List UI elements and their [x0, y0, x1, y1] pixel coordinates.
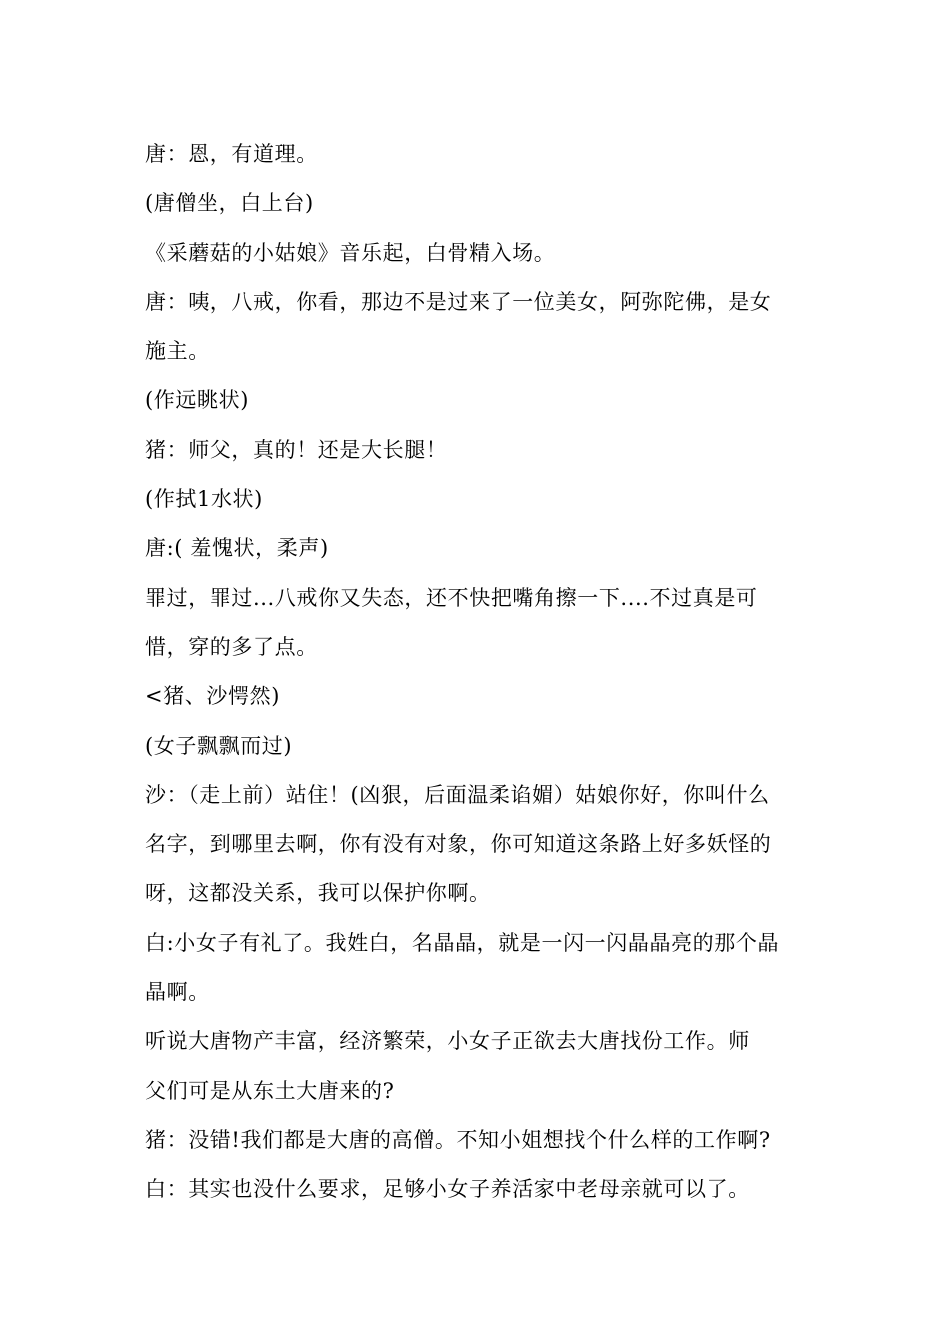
text-line: 听说大唐物产丰富，经济繁荣，小女子正欲去大唐找份工作。师 [145, 1029, 750, 1054]
text-line: 惜，穿的多了点。 [145, 634, 318, 659]
text-line: 白：其实也没什么要求，足够小女子养活家中老母亲就可以了。 [145, 1177, 750, 1202]
text-line: 猪：师父，真的！还是大长腿！ [145, 437, 448, 462]
text-line: (作拭1水状) [145, 487, 263, 512]
text-line: (作远眺状) [145, 388, 249, 413]
text-line: 沙：（走上前）站住！(凶狠，后面温柔谄媚）姑娘你好，你叫什么 [145, 782, 770, 807]
text-line: 《采蘑菇的小姑娘》音乐起，白骨精入场。 [145, 240, 556, 265]
text-line: 父们可是从东土大唐来的? [145, 1078, 395, 1103]
text-line: 名字，到哪里去啊，你有没有对象，你可知道这条路上好多妖怪的 [145, 832, 772, 857]
script-text [145, 130, 810, 1215]
text-line: 唐：恩，有道理。 [145, 142, 318, 166]
text-line: 白:小女子有礼了。我姓白，名晶晶，就是一闪一闪晶晶亮的那个晶 [145, 930, 780, 955]
text-line: 唐:( 羞愧状，柔声) [145, 536, 329, 561]
text-line: 晶啊。 [145, 980, 210, 1005]
text-line: <猪、沙愕然) [145, 684, 280, 709]
text-line: (唐僧坐，白上台) [145, 191, 314, 216]
text-line: 施主。 [145, 339, 210, 364]
text-line: 罪过，罪过...八戒你又失态，还不快把嘴角擦一下....不过真是可 [145, 585, 758, 610]
text-line: (女子飘飘而过) [145, 733, 293, 758]
text-line: 猪：没错!我们都是大唐的高僧。不知小姐想找个什么样的工作啊? [145, 1127, 771, 1152]
text-line: 呀，这都没关系，我可以保护你啊。 [145, 881, 491, 906]
text-line: 唐：咦，八戒，你看，那边不是过来了一位美女，阿弥陀佛，是女 [145, 289, 772, 314]
